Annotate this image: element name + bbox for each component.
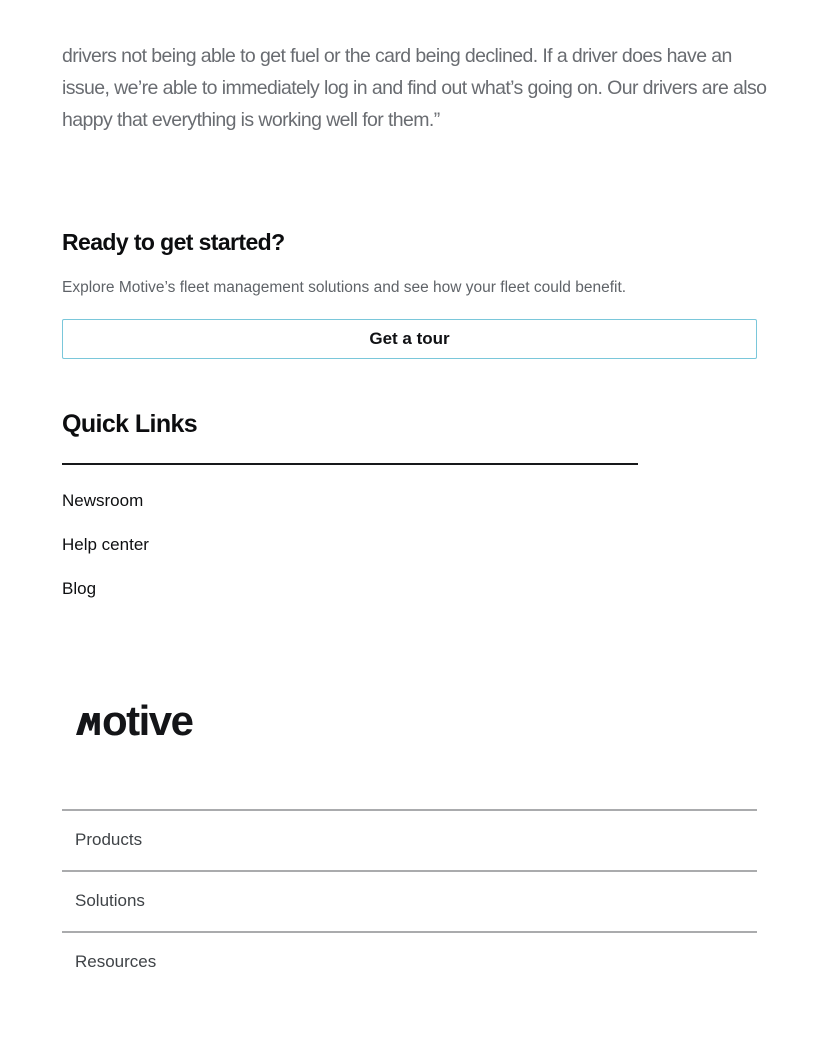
cta-subtext: Explore Motive’s fleet management solutions and see how your fleet could benefit.	[62, 279, 627, 296]
motive-logo-m-glyph	[76, 713, 100, 735]
quick-link-help-center[interactable]: Help center	[62, 535, 149, 554]
page-content	[0, 40, 816, 992]
motive-logo-wordmark-tail: otive	[102, 703, 193, 737]
testimonial-quote: drivers not being able to get fuel or the card being declined. If a driver does have an issue, we’re able to immediately log in and find out what’s going on. Our drivers are also happy that everything is working well for them.”	[62, 45, 767, 131]
footer-section-resources[interactable]	[62, 931, 757, 992]
footer-section-products[interactable]	[62, 809, 757, 870]
motive-logo[interactable]	[75, 703, 199, 737]
footer-section-label: Products	[75, 830, 143, 849]
footer-section-label: Solutions	[75, 891, 145, 910]
quick-link-blog[interactable]: Blog	[62, 579, 97, 598]
quick-links-list	[62, 491, 757, 599]
quick-links-rule	[62, 463, 638, 465]
footer-section-solutions[interactable]	[62, 870, 757, 931]
quick-links-heading: Quick Links	[62, 410, 198, 438]
cta-heading: Ready to get started?	[62, 229, 285, 255]
get-a-tour-button[interactable]: Get a tour	[62, 319, 757, 359]
quick-link-newsroom[interactable]: Newsroom	[62, 491, 144, 510]
footer-logo-row	[62, 703, 757, 737]
footer-section-label: Resources	[75, 952, 157, 971]
footer-nav-accordion	[62, 809, 757, 992]
